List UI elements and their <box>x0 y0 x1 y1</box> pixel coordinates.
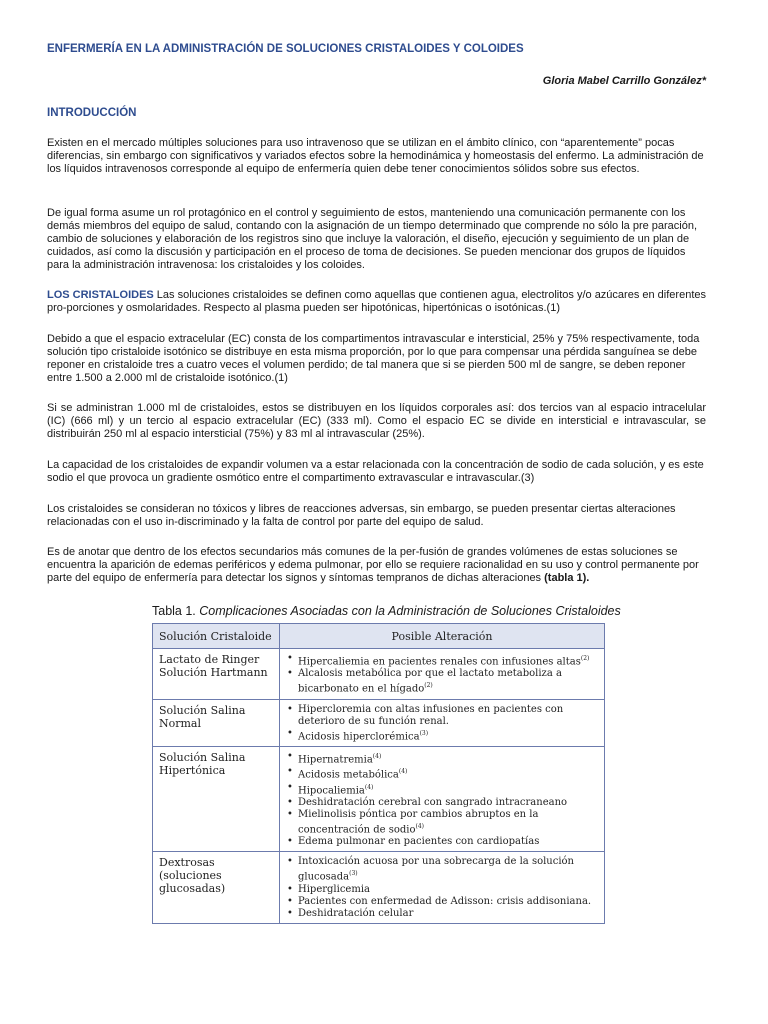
solution-name-line: Solución Salina <box>159 750 246 764</box>
alteration-list <box>286 856 598 919</box>
table-caption-label: Tabla 1. <box>152 604 196 618</box>
alteration-text: Hipercaliemia en pacientes renales con infusiones altas <box>298 656 581 668</box>
solution-cell <box>153 852 280 923</box>
alteration-item <box>296 836 598 848</box>
alteration-item <box>296 668 598 695</box>
column-header-solution: Solución Cristaloide <box>153 624 280 649</box>
table-caption <box>152 604 621 618</box>
section-heading-introduccion: INTRODUCCIÓN <box>47 107 137 119</box>
alteration-cell <box>280 649 605 700</box>
paragraph-6: La capacidad de los cristaloides de expandir volumen va a estar relacionada con la concentración de sodio de cada solución, y es este sodio el que provoca un gradiente osmótico entre el compartimento extravascular e intravascular.(3) <box>47 459 704 485</box>
alteration-text: Acidosis metabólica <box>298 769 399 781</box>
document-title: ENFERMERÍA EN LA ADMINISTRACIÓN DE SOLUCIONES CRISTALOIDES Y COLOIDES <box>47 43 524 55</box>
table-caption-text: Complicaciones Asociadas con la Administración de Soluciones Cristaloides <box>195 604 621 618</box>
paragraph-5: Si se administran 1.000 ml de cristaloides, estos se distribuyen en los líquidos corporales así: dos tercios van al espacio intracelular (IC) (666 ml) y un tercio al espacio extracelular (EC) (333 ml). Como el espacio EC se divide en intersticial e intravascular, se distribuirán 250 ml al espacio intersticial (75%) y 83 ml al intravascular (25%). <box>47 402 706 441</box>
alteration-list <box>286 704 598 743</box>
table-row <box>153 699 605 746</box>
alteration-text: Intoxicación acuosa por una sobrecarga de la solución glucosada <box>298 856 574 883</box>
citation-superscript: (4) <box>415 822 424 830</box>
paragraph-cristaloides-text: Las soluciones cristaloides se definen como aquellas que contienen agua, electrolitos y/o azúcares en diferentes pro-porciones y osmolaridades. Respecto al plasma pueden ser hipotónicas, hipertónicas o isotónicas.(1) <box>47 289 706 315</box>
complications-table <box>152 623 605 924</box>
solution-cell <box>153 699 280 746</box>
alteration-text: Hipernatremia <box>298 754 373 766</box>
citation-superscript: (2) <box>424 682 433 690</box>
citation-superscript: (2) <box>580 655 590 662</box>
citation-superscript: (4) <box>398 768 408 776</box>
solution-cell <box>153 746 280 851</box>
alteration-text: Hiperglicemia <box>298 883 370 895</box>
paragraph-8-text: Es de anotar que dentro de los efectos secundarios más comunes de la per-fusión de grandes volúmenes de estas soluciones se encuentra la aparición de edemas periféricos y edema pulmonar, por ello se requiere racionalidad en su uso y control permanente por parte del equipo de enfermería para detectar los signos y síntomas tempranos de dichas alteraciones <box>47 546 699 585</box>
alteration-item <box>296 766 598 781</box>
alteration-item <box>296 908 598 920</box>
alteration-item <box>296 704 598 728</box>
alteration-text: Deshidratación cerebral con sangrado intracraneano <box>298 796 568 808</box>
alteration-text: Hipercloremia con altas infusiones en pacientes con deterioro de su función renal. <box>298 703 564 727</box>
table-row <box>153 746 605 851</box>
column-header-alteration: Posible Alteración <box>280 624 605 649</box>
section-heading-cristaloides: LOS CRISTALOIDES <box>47 289 154 301</box>
alteration-list <box>286 653 598 696</box>
paragraph-1: Existen en el mercado múltiples soluciones para uso intravenoso que se utilizan en el ámbito clínico, con “aparentemente” pocas diferencias, sin embargo con significativos y variados efectos sobre la hemodinámica y homeostasis del enfermo. La administración de los líquidos intravenosos corresponde al equipo de enfermería quien debe tener conocimientos sólidos sobre sus efectos. <box>47 137 704 176</box>
alteration-cell <box>280 699 605 746</box>
alteration-cell <box>280 852 605 923</box>
alteration-item <box>296 782 598 797</box>
solution-name-line: (soluciones <box>159 869 222 883</box>
paragraph-cristaloides <box>47 289 706 315</box>
paragraph-8 <box>47 546 706 585</box>
table-row <box>153 649 605 700</box>
solution-name-line: glucosadas) <box>159 882 226 896</box>
alteration-text: Edema pulmonar en pacientes con cardiopatías <box>298 836 540 848</box>
citation-superscript: (4) <box>372 752 382 760</box>
solution-name-line: Dextrosas <box>159 856 215 870</box>
author-name: Gloria Mabel Carrillo González* <box>542 75 706 87</box>
citation-superscript: (3) <box>349 870 358 878</box>
alteration-item <box>296 809 598 836</box>
alteration-text: Alcalosis metabólica por que el lactato metaboliza a bicarbonato en el hígado <box>298 668 562 695</box>
table-row <box>153 852 605 923</box>
citation-superscript: (4) <box>364 783 374 791</box>
alteration-list <box>286 751 598 848</box>
solution-cell <box>153 649 280 700</box>
solution-name-line: Normal <box>159 716 202 730</box>
alteration-item <box>296 728 598 743</box>
alteration-cell <box>280 746 605 851</box>
alteration-text: Pacientes con enfermedad de Adisson: crisis addisoniana. <box>298 895 592 907</box>
citation-superscript: (3) <box>419 729 429 737</box>
alteration-item <box>296 896 598 908</box>
alteration-text: Hipocaliemia <box>298 784 365 796</box>
alteration-item <box>296 884 598 896</box>
table-reference: (tabla 1). <box>544 572 590 585</box>
solution-name-line: Lactato de Ringer <box>159 653 260 666</box>
paragraph-7: Los cristaloides se consideran no tóxicos y libres de reacciones adversas, sin embargo, se pueden presentar ciertas alteraciones relacionadas con el uso in-discriminado y la falta de control por parte del equipo de salud. <box>47 503 676 529</box>
alteration-item <box>296 797 598 809</box>
alteration-item <box>296 856 598 883</box>
paragraph-4: Debido a que el espacio extracelular (EC) consta de los compartimentos intravascular e intersticial, 25% y 75% respectivamente, toda solución tipo cristaloide isotónico se distribuye en esta misma proporción, por lo que para compensar una pérdida sanguínea se debe reponer en cristaloide tres a cuatro veces el volumen perdido; de tal manera que si se pierden 500 ml de sangre, se deben reponer entre 1.500 a 2.000 ml de cristaloide isotónico.(1) <box>47 333 700 385</box>
solution-name-line: Solución Salina <box>159 703 246 717</box>
solution-name-line: Solución Hartmann <box>159 666 268 679</box>
alteration-item <box>296 751 598 766</box>
alteration-text: Mielinolisis póntica por cambios abruptos en la concentración de sodio <box>298 808 539 836</box>
table-header-row <box>153 624 605 649</box>
paragraph-2: De igual forma asume un rol protagónico en el control y seguimiento de estos, manteniendo una comunicación permanente con los demás miembros del equipo de salud, contando con la asignación de un tiempo determinado que comprende no sólo la pre paración, cambio de soluciones y elaboración de los registros sino que incluye la valoración, el diseño, ejecución y seguimiento de un plan de cuidados, así como la discusión y participación en el proceso de toma de decisiones. Se pueden mencionar dos grupos de líquidos para la administración intravenosa: los cristaloides y los coloides. <box>47 207 698 272</box>
alteration-text: Deshidratación celular <box>298 907 414 919</box>
alteration-item <box>296 653 598 668</box>
alteration-text: Acidosis hiperclorémica <box>298 730 420 742</box>
solution-name-line: Hipertónica <box>159 763 226 777</box>
